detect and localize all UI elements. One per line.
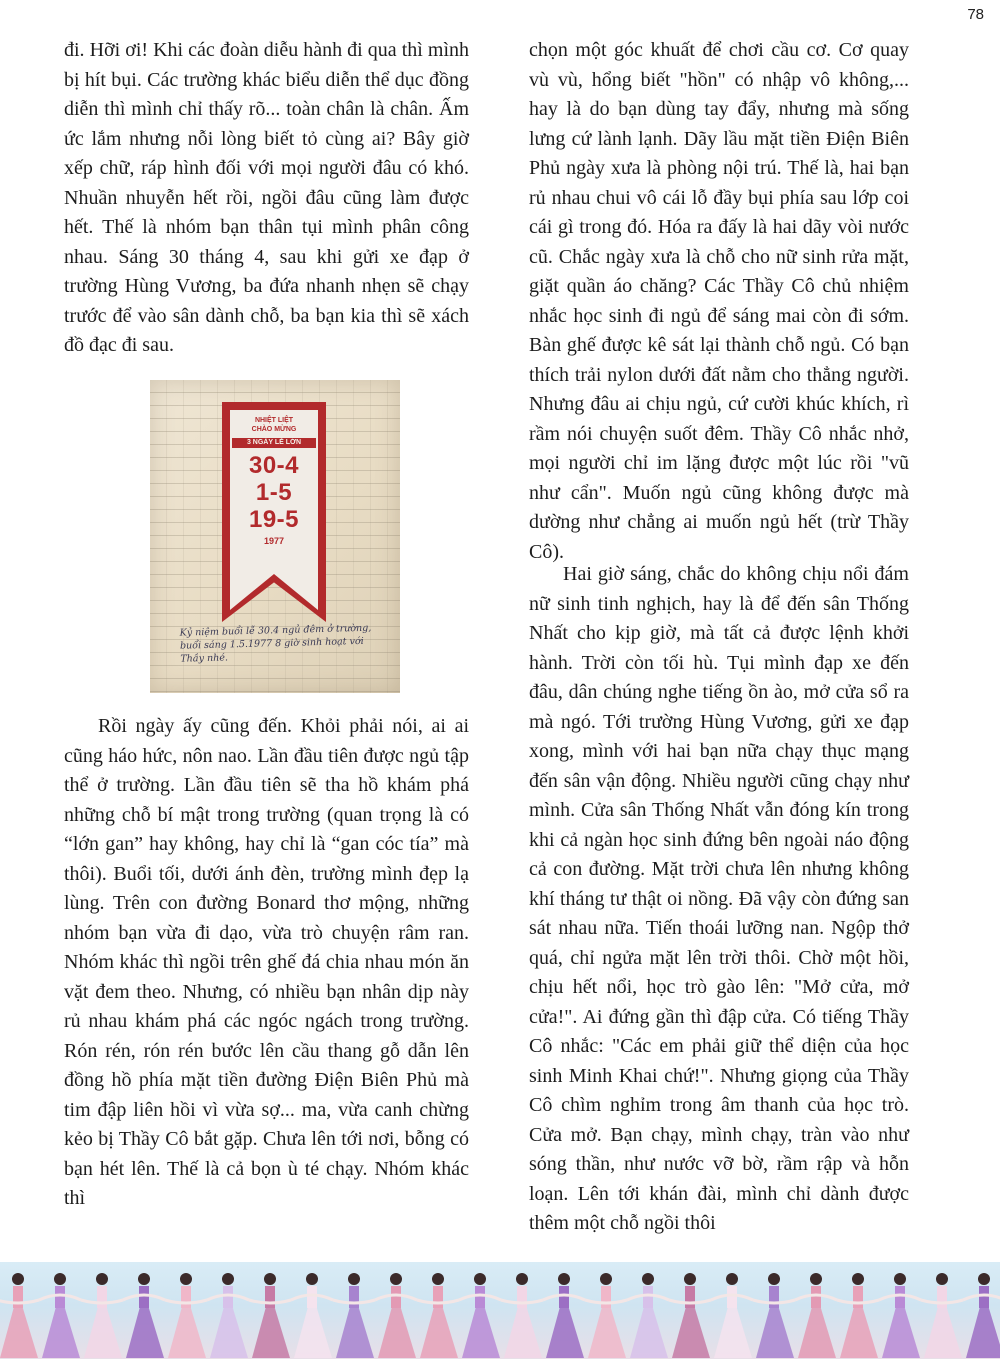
pennant-line-1: NHIỆT LIỆT bbox=[254, 417, 294, 424]
dancer-figure bbox=[711, 1273, 753, 1358]
dancer-figure bbox=[963, 1273, 1000, 1358]
dancer-figure bbox=[753, 1273, 795, 1358]
dancer-figure bbox=[501, 1273, 543, 1358]
dancer-figure bbox=[249, 1273, 291, 1358]
pennant-line-2: CHÀO MỪNG bbox=[251, 426, 297, 433]
dancers-illustration bbox=[0, 1262, 1000, 1359]
dancer-figure bbox=[585, 1273, 627, 1358]
dancer-figure bbox=[417, 1273, 459, 1358]
dancer-figure bbox=[375, 1273, 417, 1358]
dancer-figure bbox=[879, 1273, 921, 1358]
right-paragraph-2: Hai giờ sáng, chắc do không chịu nổi đám nữ sinh tinh nghịch, hay là để đến sân Thống Nhất cho kịp giờ, mà tất cả được lệnh khởi hành. Trời còn tối hù. Tụi mình đạp xe đến đâu, dân chúng nghe tiếng ồn ào, mở cửa sổ ra mà ngó. Tới trường Hùng Vương, gửi xe đạp xong, mình với hai bạn nữa chạy thục mạng đến sân vận động. Nhiều người cũng chạy như mình. Cửa sân Thống Nhất vẫn đóng kín trong khi cả ngàn học sinh đứng bên ngoài náo động cả con đường. Mặt trời chưa lên nhưng không khí tháng tư thật oi nồng. Đã vậy còn đứng san sát nhau nữa. Tiến thoái lưỡng nan. Ngộp thở quá, chỉ ngửa mặt lên trời thôi. Chờ một hồi, chịu hết nổi, học trò gào lên: "Mở cửa, mở cửa!". Ai đứng gần thì đập cửa. Có tiếng Thầy Cô nhắc: "Các em phải giữ thể diện của học sinh Minh Khai chứ!". Nhưng giọng của Thầy Cô chìm nghỉm trong âm thanh của học trò. Cửa mở. Bạn chạy, mình chạy, tràn vào như sóng thần, như nước vỡ bờ, rầm rập và hỗn loạn. Lên tới khán đài, mình chỉ dành được thêm một chỗ ngồi thôi bbox=[529, 563, 909, 1234]
handwritten-note: Kỷ niệm buổi lễ 30.4 ngủ đêm ở trường, buổi sáng 1.5.1977 8 giờ sinh hoạt với Thầy nhé. bbox=[179, 622, 372, 665]
pennant-text bbox=[230, 416, 318, 547]
dancer-figure bbox=[207, 1273, 249, 1358]
footer-dancers-banner bbox=[0, 1262, 1000, 1359]
dancer-figure bbox=[81, 1273, 123, 1358]
dancer-figure bbox=[921, 1273, 963, 1358]
pennant-date-1: 30-4 bbox=[248, 452, 300, 479]
pennant-band: 3 NGÀY LỄ LỚN bbox=[232, 438, 316, 448]
dancer-figure bbox=[627, 1273, 669, 1358]
pennant-date-2: 1-5 bbox=[255, 479, 293, 506]
dancer-figure bbox=[0, 1273, 39, 1358]
pennant-date-3: 19-5 bbox=[248, 506, 300, 533]
page-number: 78 bbox=[967, 6, 984, 23]
dancer-figure bbox=[543, 1273, 585, 1358]
pennant-year: 1977 bbox=[263, 536, 285, 546]
dancer-figure bbox=[333, 1273, 375, 1358]
dancer-figure bbox=[165, 1273, 207, 1358]
dancer-figure bbox=[39, 1273, 81, 1358]
right-paragraph-1: chọn một góc khuất để chơi cầu cơ. Cơ quay vù vù, hổng biết "hồn" có nhập vô không,... hay là do bạn dùng tay đẩy, nhưng mà sống lưng cứ lành lạnh. Dãy lầu mặt tiền Điện Biên Phủ ngày xưa là phòng nội trú. Thế là, hai bạn rủ nhau chui vô cái lỗ đầy bụi phía sau lớp coi cái gì trong đó. Hóa ra đấy là hai dãy vòi nước cũ. Chắc ngày xưa là chỗ cho nữ sinh rửa mặt, giặt quần áo chăng? Các Thầy Cô chủ nhiệm nhắc học sinh đi ngủ để sáng mai còn đi sớm. Bàn ghế được kê sát lại thành chỗ ngủ. Có bạn thích trải nylon dưới đất nằm cho thẳng người. Nhưng đâu ai chịu ngủ, cứ cười khúc khích, rì rầm nói chuyện suốt đêm. Thầy Cô nhắc nhở, mọi người chỉ im lặng được một lúc rồi "vũ như cẩn". Muốn ngủ cũng không được mà dường như chẳng ai muốn ngủ hết (trừ Thầy Cô). bbox=[529, 39, 909, 563]
dancer-figure bbox=[837, 1273, 879, 1358]
right-column bbox=[529, 36, 909, 1234]
pennant-photo bbox=[150, 380, 400, 693]
left-paragraph-1: đi. Hỡi ơi! Khi các đoàn diễu hành đi qua thì mình bị hít bụi. Các trường khác biểu diễn thể dục đồng diễn thì mình chỉ thấy rõ... toàn chân là chân. Ấm ức lắm nhưng nỗi lòng biết tỏ cùng ai? Bây giờ xếp chữ, ráp hình đối với mọi người đâu có khó. Nhuần nhuyễn hết rồi, ngồi đâu cũng làm được hết. Thế là nhóm bạn thân tụi mình phân công nhau. Sáng 30 tháng 4, sau khi gửi xe đạp ở trường Hùng Vương, ba đứa nhanh nhẹn sẽ chạy trước để vào sân dành chỗ, ba bạn kia thì sẽ xách đồ đạc đi sau. bbox=[64, 39, 469, 356]
dancer-figure bbox=[291, 1273, 333, 1358]
dancer-figure bbox=[669, 1273, 711, 1358]
dancer-figure bbox=[795, 1273, 837, 1358]
dancer-figure bbox=[459, 1273, 501, 1358]
left-paragraph-2: Rồi ngày ấy cũng đến. Khỏi phải nói, ai ai cũng háo hức, nôn nao. Lần đầu tiên được ngủ tập thể ở trường. Lần đầu tiên sẽ tha hồ khám phá những chỗ bí mật trong trường (quan trọng là có “lớn gan” hay không, hay chỉ là “gan cóc tía” mà thôi). Buổi tối, dưới ánh đèn, trường mình đẹp lạ lùng. Trên con đường Bonard thơ mộng, những nhóm bạn vừa đi dạo, vừa trò chuyện râm ran. Nhóm khác thì ngồi trên ghế đá chia nhau món ăn vặt đem theo. Nhưng, có nhiều bạn nhân dịp này rủ nhau khám phá các ngóc ngách trong trường. Rón rén, rón rén bước lên cầu thang gỗ dẫn lên đồng hồ phía mặt tiền đường Điện Biên Phủ mà tim đập liên hồi vì vừa sợ... ma, vừa canh chừng kẻo bị Thầy Cô bắt gặp. Chưa lên tới nơi, bỗng có bạn hét lên. Thế là cả bọn ù té chạy. Nhóm khác thì bbox=[64, 715, 469, 1209]
dancer-figure bbox=[123, 1273, 165, 1358]
